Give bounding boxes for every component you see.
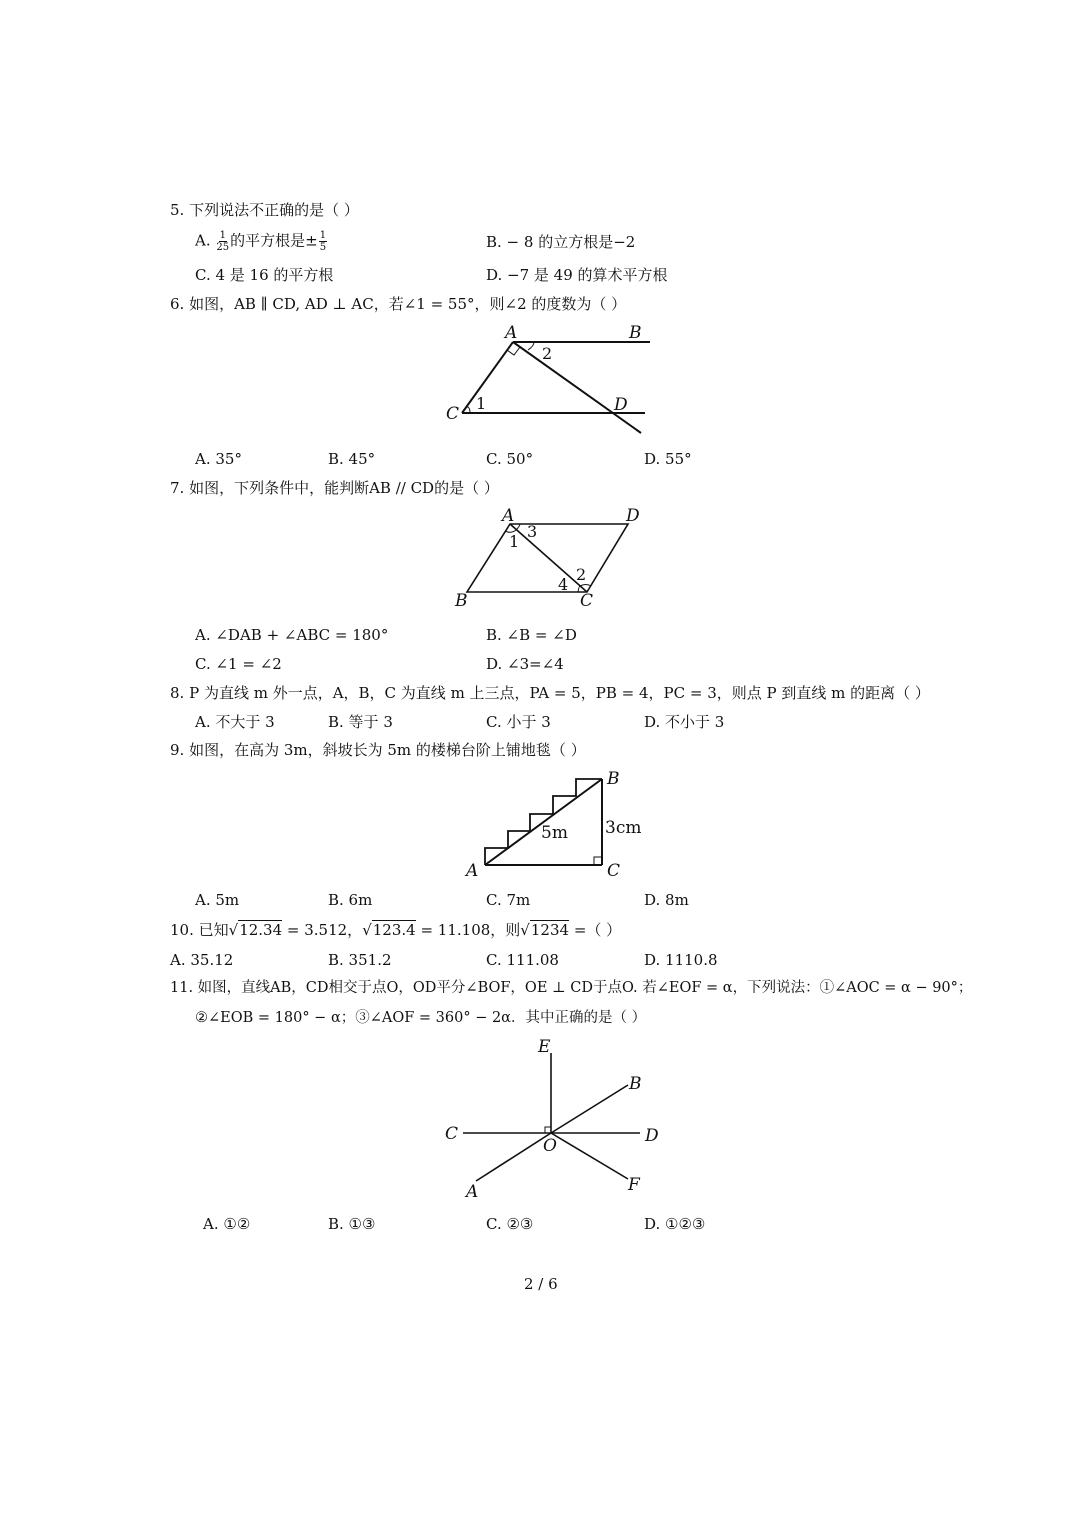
q6-angle-1: 1 xyxy=(476,394,487,413)
q6-stem: 6. 如图，AB ∥ CD, AD ⊥ AC，若∠1 = 55°，则∠2 的度数为（ ） xyxy=(170,295,627,313)
q7-option-c: C. ∠1 = ∠2 xyxy=(195,655,282,673)
q9-height-label: 3cm xyxy=(605,818,642,838)
sqrt-123-4: 123.4 xyxy=(372,921,416,939)
q6-option-a: A. 35° xyxy=(195,450,242,468)
q7-stem: 7. 如图，下列条件中，能判断AB // CD的是（ ） xyxy=(170,479,499,497)
q6-label-b: B xyxy=(629,323,642,343)
q11-stem-line2: ②∠EOB = 180° − α；③∠AOF = 360° − 2α．其中正确的是（ ） xyxy=(195,1010,647,1026)
q10-option-c: C. 111.08 xyxy=(486,951,559,969)
q8-option-a: A. 不大于 3 xyxy=(195,713,275,731)
q6-label-d: D xyxy=(614,395,628,415)
q9-option-c: C. 7m xyxy=(486,891,531,909)
q9-slope-label: 5m xyxy=(541,823,568,843)
q11-option-a: A. ①② xyxy=(203,1215,251,1233)
q5-option-d: D. −7 是 49 的算术平方根 xyxy=(486,266,668,284)
q9-stem: 9. 如图，在高为 3m，斜坡长为 5m 的楼梯台阶上铺地毯（ ） xyxy=(170,741,586,759)
sqrt-1234: 1234 xyxy=(530,921,570,939)
q7-angle-3: 3 xyxy=(527,522,538,541)
q11-stem-line1: 11. 如图，直线AB，CD相交于点O，OD平分∠BOF，OE ⊥ CD于点O. 若∠EOF = α，下列说法：①∠AOC = α − 90°； xyxy=(170,980,973,996)
q7-label-a: A xyxy=(502,506,515,526)
q11-label-a: A xyxy=(466,1182,479,1202)
q9-option-b: B. 6m xyxy=(328,891,373,909)
q11-label-e: E xyxy=(538,1037,551,1057)
q7-label-d: D xyxy=(626,506,640,526)
q10-stem: 10. 已知√12.34 = 3.512，√123.4 = 11.108，则√1234 =（ ） xyxy=(170,921,622,939)
q11-label-c: C xyxy=(445,1124,459,1144)
q9-option-a: A. 5m xyxy=(195,891,240,909)
q6-label-c: C xyxy=(446,404,460,424)
q7-label-b: B xyxy=(455,591,468,611)
q7-angle-2: 2 xyxy=(576,565,587,584)
q7-option-b: B. ∠B = ∠D xyxy=(486,626,577,644)
q7-option-a: A. ∠DAB + ∠ABC = 180° xyxy=(195,626,389,644)
q5-option-a: A. $\frac{1}{25}$ 的平方根是± $\frac{1}{5}$ xyxy=(195,230,327,253)
q6-option-b: B. 45° xyxy=(328,450,376,468)
q11-label-f: F xyxy=(628,1175,640,1195)
q8-option-b: B. 等于 3 xyxy=(328,713,393,731)
q11-option-d: D. ①②③ xyxy=(644,1215,706,1233)
q11-label-d: D xyxy=(645,1126,659,1146)
q11-option-b: B. ①③ xyxy=(328,1215,376,1233)
q10-option-b: B. 351.2 xyxy=(328,951,392,969)
q8-option-d: D. 不小于 3 xyxy=(644,713,725,731)
q9-label-a: A xyxy=(466,861,479,881)
q5-stem: 5. 下列说法不正确的是（ ） xyxy=(170,201,359,219)
q7-label-c: C xyxy=(580,591,594,611)
q5-option-c: C. 4 是 16 的平方根 xyxy=(195,266,334,284)
q6-angle-2: 2 xyxy=(542,344,553,363)
q8-stem: 8. P 为直线 m 外一点，A，B，C 为直线 m 上三点，PA = 5，PB = 4，PC = 3，则点 P 到直线 m 的距离（ ） xyxy=(170,684,930,702)
q5-option-b: B. − 8 的立方根是−2 xyxy=(486,233,636,251)
q6-label-a: A xyxy=(505,323,518,343)
page-number: 2 / 6 xyxy=(524,1275,558,1293)
fraction-1-5: $\frac{1}{5}$ xyxy=(319,230,327,253)
q11-option-c: C. ②③ xyxy=(486,1215,534,1233)
sqrt-12-34: 12.34 xyxy=(239,921,283,939)
q9-label-b: B xyxy=(607,769,620,789)
q10-option-a: A. 35.12 xyxy=(170,951,234,969)
q11-label-b: B xyxy=(629,1074,642,1094)
q9-option-d: D. 8m xyxy=(644,891,689,909)
q9-label-c: C xyxy=(607,861,621,881)
q7-option-d: D. ∠3=∠4 xyxy=(486,655,564,673)
q8-option-c: C. 小于 3 xyxy=(486,713,551,731)
q7-angle-4: 4 xyxy=(558,575,569,594)
q7-angle-1: 1 xyxy=(509,532,520,551)
fraction-1-25: $\frac{1}{25}$ xyxy=(216,230,230,253)
q11-label-o: O xyxy=(543,1136,557,1156)
q10-option-d: D. 1110.8 xyxy=(644,951,718,969)
q6-option-d: D. 55° xyxy=(644,450,692,468)
q6-option-c: C. 50° xyxy=(486,450,534,468)
